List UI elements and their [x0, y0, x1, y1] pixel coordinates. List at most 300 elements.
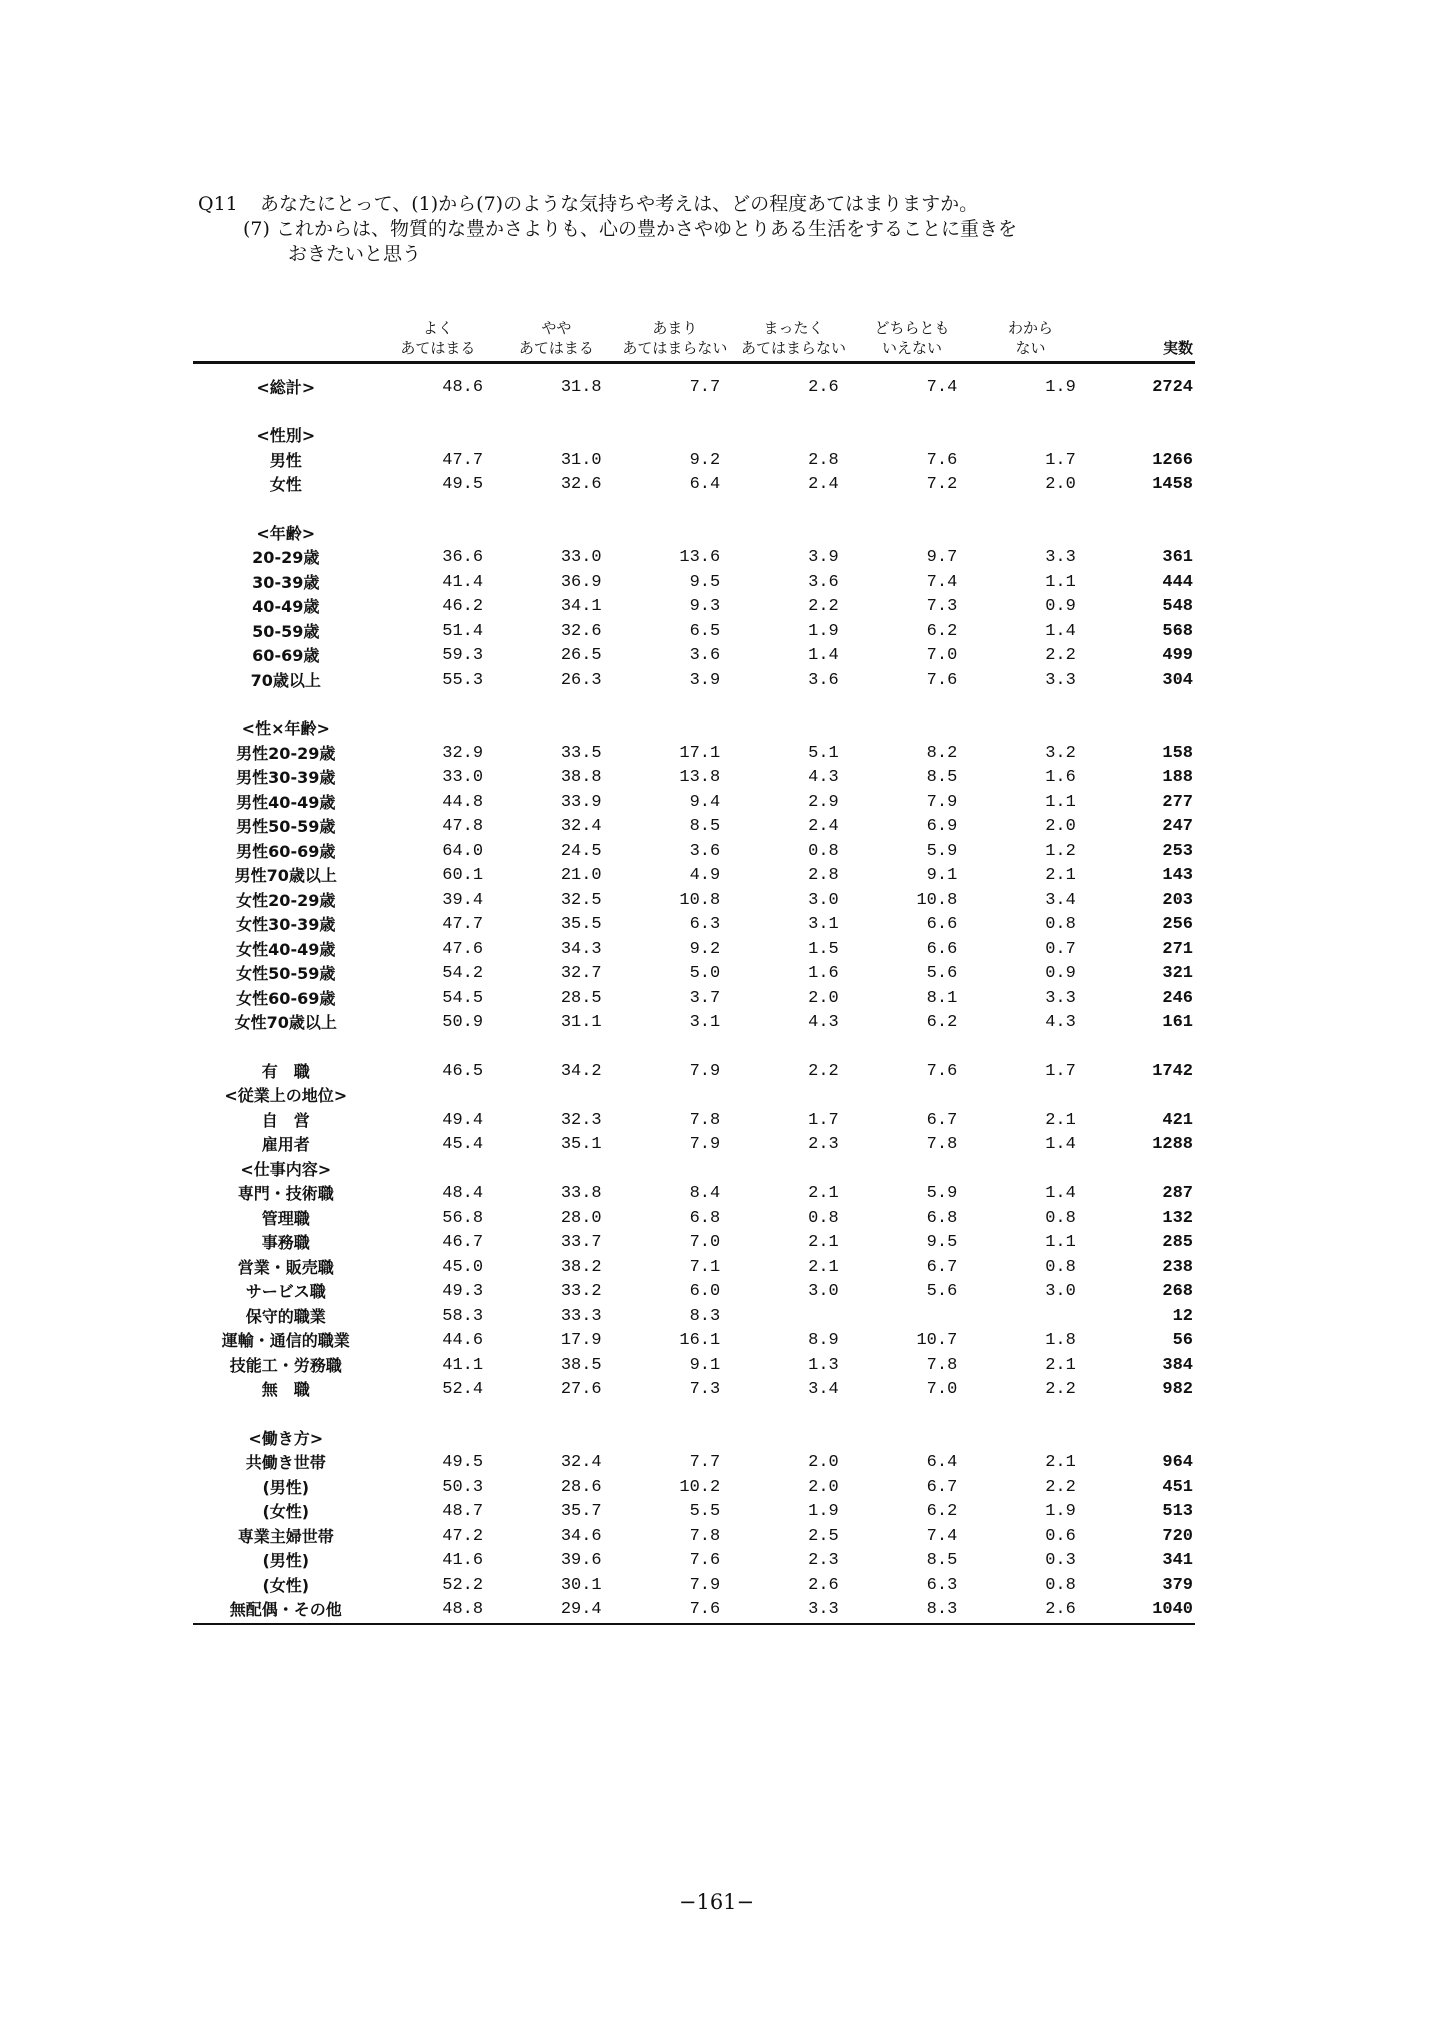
row-label: 技能工・労務職 [229, 1355, 342, 1375]
cell-value: 5.1 [808, 743, 839, 763]
cell-value [616, 498, 735, 522]
cell-value: 32.6 [560, 621, 602, 641]
cell-count: 1288 [1152, 1135, 1193, 1155]
cell-value: 59.3 [442, 646, 484, 666]
cell-count: 1742 [1152, 1061, 1193, 1081]
question-item-line-1: (7) これからは、物質的な豊かさよりも、心の豊かさやゆとりある生活をすることに重きを [243, 218, 1017, 240]
cell-value: 2.1 [1045, 866, 1076, 886]
cell-count [1090, 498, 1195, 522]
cell-value: 52.2 [442, 1575, 484, 1595]
cell-count: 285 [1162, 1233, 1193, 1253]
cell-value: 0.7 [1045, 939, 1076, 959]
cell-value: 1.7 [1045, 1061, 1076, 1081]
cell-value: 46.2 [442, 597, 484, 617]
cell-value: 21.0 [560, 866, 602, 886]
cell-count: 499 [1162, 646, 1193, 666]
cell-value: 7.9 [926, 792, 958, 812]
column-header: よく あてはまる [379, 318, 498, 363]
cell-value: 28.0 [560, 1208, 602, 1228]
table-row [193, 889, 1195, 914]
cell-value: 6.2 [926, 1013, 958, 1033]
cell-value: 6.9 [926, 817, 958, 837]
cell-value: 51.4 [442, 621, 484, 641]
cell-value [379, 522, 498, 547]
cell-value: 7.6 [926, 670, 958, 690]
row-label: 30-39歳 [252, 572, 320, 592]
cell-value: 8.3 [853, 1598, 972, 1624]
table-row [193, 938, 1195, 963]
cell-value: 2.0 [1045, 475, 1076, 495]
cell-value: 64.0 [442, 841, 484, 861]
cell-value: 1.2 [1045, 841, 1076, 861]
cell-value: 49.5 [442, 475, 484, 495]
cell-value [616, 522, 735, 547]
table-row [193, 1109, 1195, 1134]
cell-value: 2.6 [808, 378, 839, 397]
cell-value: 6.8 [689, 1208, 721, 1228]
table-row [193, 1256, 1195, 1281]
table-row [193, 1427, 1195, 1452]
cell-value: 9.2 [689, 939, 721, 959]
cell-value: 7.6 [616, 1598, 735, 1624]
cell-value [734, 693, 853, 717]
cell-value: 3.6 [689, 646, 721, 666]
cell-value: 7.4 [926, 1526, 958, 1546]
column-header: やや あてはまる [497, 318, 616, 363]
cell-value: 6.5 [689, 621, 721, 641]
cell-value: 5.6 [926, 964, 958, 984]
cell-value: 4.3 [1045, 1013, 1076, 1033]
cell-value [971, 717, 1090, 742]
cell-value: 54.5 [442, 988, 484, 1008]
cell-value: 2.0 [808, 988, 839, 1008]
cell-count [1090, 717, 1195, 742]
cell-count: 384 [1162, 1355, 1193, 1375]
cell-value: 2.6 [808, 1575, 839, 1595]
cell-value: 6.7 [926, 1110, 958, 1130]
row-label: 女性70歳以上 [234, 1013, 337, 1033]
row-label: 管理職 [261, 1208, 310, 1228]
cell-count: 2724 [1152, 378, 1193, 397]
cell-value: 5.9 [926, 841, 958, 861]
cell-value: 6.3 [926, 1575, 958, 1595]
cell-value: 8.5 [926, 768, 958, 788]
row-label: <従業上の地位> [224, 1086, 348, 1106]
cell-value: 7.8 [689, 1526, 721, 1546]
cell-value: 0.8 [1045, 1208, 1076, 1228]
row-label: (男性) [262, 1551, 310, 1571]
cell-value [734, 1403, 853, 1427]
cell-count: 451 [1162, 1477, 1193, 1497]
cell-count: 982 [1162, 1380, 1193, 1400]
cell-count: 203 [1162, 890, 1193, 910]
cell-value: 8.5 [689, 817, 721, 837]
row-label: 雇用者 [261, 1135, 310, 1155]
table-row [193, 1011, 1195, 1036]
row-label: 男性70歳以上 [234, 866, 337, 886]
table-spacer-row [193, 1403, 1195, 1427]
row-label: <総計> [256, 378, 316, 397]
cell-value: 1.9 [808, 1502, 839, 1522]
table-row [193, 1280, 1195, 1305]
row-label: 男性30-39歳 [236, 768, 336, 788]
table-row [193, 473, 1195, 498]
cell-value [853, 1084, 972, 1109]
cell-value: 7.9 [689, 1575, 721, 1595]
cell-value: 10.8 [679, 890, 721, 910]
cell-value: 7.9 [689, 1135, 721, 1155]
row-label: 女性60-69歳 [236, 988, 336, 1008]
question-number: Q11 [198, 193, 238, 215]
cell-value [734, 498, 853, 522]
cell-value [853, 1427, 972, 1452]
cell-value: 36.6 [442, 548, 484, 568]
cell-value: 38.2 [560, 1257, 602, 1277]
cell-value [379, 1084, 498, 1109]
cell-value [853, 522, 972, 547]
cell-count: 287 [1162, 1184, 1193, 1204]
cell-count: 361 [1162, 548, 1193, 568]
cell-value: 8.5 [926, 1551, 958, 1571]
cell-value: 3.4 [808, 1380, 839, 1400]
question-line [198, 192, 1198, 217]
cell-value [971, 1158, 1090, 1183]
cell-value: 49.4 [442, 1110, 484, 1130]
cell-value: 7.6 [926, 450, 958, 470]
cell-count: 304 [1162, 670, 1193, 690]
table-row [193, 1305, 1195, 1330]
cell-value [379, 498, 498, 522]
table-spacer-row [193, 498, 1195, 522]
cell-count: 321 [1162, 964, 1193, 984]
table-row [193, 791, 1195, 816]
cell-value: 7.7 [689, 1453, 721, 1473]
cell-value: 58.3 [442, 1306, 484, 1326]
cell-value: 3.6 [689, 841, 721, 861]
table-row [193, 1084, 1195, 1109]
cell-value: 44.6 [442, 1331, 484, 1351]
cell-value: 45.0 [442, 1257, 484, 1277]
cell-value: 33.8 [560, 1184, 602, 1204]
cell-value [497, 424, 616, 449]
cell-value: 3.6 [808, 670, 839, 690]
row-label: 女性30-39歳 [236, 915, 336, 935]
cell-value [497, 1427, 616, 1452]
table-row [193, 962, 1195, 987]
cell-count [1090, 522, 1195, 547]
table-row [193, 1378, 1195, 1403]
cell-value: 6.7 [926, 1477, 958, 1497]
cell-value: 13.8 [679, 768, 721, 788]
cell-value [379, 400, 498, 424]
cell-value: 1.6 [808, 964, 839, 984]
cell-value: 5.0 [689, 964, 721, 984]
cell-value: 3.1 [808, 915, 839, 935]
cell-value: 1.4 [1045, 621, 1076, 641]
row-label: 保守的職業 [245, 1306, 326, 1326]
cell-value: 7.2 [926, 475, 958, 495]
table-row [193, 1525, 1195, 1550]
row-label: 有 職 [261, 1061, 310, 1081]
cell-value: 9.1 [926, 866, 958, 886]
cell-value [853, 400, 972, 424]
cell-value: 4.3 [808, 1013, 839, 1033]
cell-value: 0.8 [808, 1208, 839, 1228]
cell-value: 6.4 [926, 1453, 958, 1473]
cell-count: 548 [1162, 597, 1193, 617]
row-label: (男性) [262, 1477, 310, 1497]
row-label: 事務職 [261, 1233, 310, 1253]
table-row [193, 766, 1195, 791]
cell-value [497, 717, 616, 742]
cell-value: 2.2 [808, 597, 839, 617]
column-header: まったく あてはまらない [734, 318, 853, 363]
cell-value: 0.8 [1045, 1575, 1076, 1595]
cell-value: 50.3 [442, 1477, 484, 1497]
cell-value: 1.9 [808, 621, 839, 641]
cell-value [616, 1084, 735, 1109]
row-label: 70歳以上 [250, 670, 321, 690]
cell-count: 271 [1162, 939, 1193, 959]
cell-value [971, 693, 1090, 717]
cell-value: 7.6 [689, 1551, 721, 1571]
table-row [193, 742, 1195, 767]
cell-count: 444 [1162, 572, 1193, 592]
column-header: あまり あてはまらない [616, 318, 735, 363]
cell-value: 1.9 [1045, 1502, 1076, 1522]
cell-value: 7.4 [926, 378, 958, 397]
cell-value [971, 1305, 1090, 1330]
cell-value: 28.5 [560, 988, 602, 1008]
cell-value: 7.4 [926, 572, 958, 592]
cell-value: 48.6 [442, 378, 484, 397]
cell-value: 34.3 [560, 939, 602, 959]
column-header: わから ない [971, 318, 1090, 363]
cell-count: 379 [1162, 1575, 1193, 1595]
cell-value: 7.0 [689, 1233, 721, 1253]
cell-value: 41.1 [442, 1355, 484, 1375]
cell-value: 46.5 [442, 1061, 484, 1081]
table-row [193, 1158, 1195, 1183]
cell-value: 52.4 [442, 1380, 484, 1400]
cell-value: 6.6 [926, 939, 958, 959]
cell-value: 32.6 [560, 475, 602, 495]
cell-value: 27.6 [560, 1380, 602, 1400]
cell-value: 1.1 [1045, 792, 1076, 812]
cell-value [379, 1036, 498, 1060]
cell-value [497, 1084, 616, 1109]
cell-count: 12 [1172, 1306, 1193, 1326]
cell-count [1090, 1036, 1195, 1060]
cell-value: 6.8 [926, 1208, 958, 1228]
cell-value: 45.4 [442, 1135, 484, 1155]
table-row [193, 449, 1195, 474]
table-row [193, 522, 1195, 547]
cell-value [853, 693, 972, 717]
cell-value: 7.9 [689, 1061, 721, 1081]
cell-value [379, 717, 498, 742]
cell-value [379, 1403, 498, 1427]
cell-count [1090, 1427, 1195, 1452]
row-label: 男性40-49歳 [236, 792, 336, 812]
cell-value: 47.8 [442, 817, 484, 837]
cell-value: 60.1 [442, 866, 484, 886]
cell-value: 9.2 [689, 450, 721, 470]
cell-count: 56 [1172, 1331, 1193, 1351]
cell-value: 2.1 [808, 1257, 839, 1277]
row-label: 男性 [269, 450, 302, 470]
cell-value: 36.9 [560, 572, 602, 592]
cell-value: 1.4 [808, 646, 839, 666]
cell-value: 33.5 [560, 743, 602, 763]
cell-value [616, 693, 735, 717]
row-label: 男性20-29歳 [236, 743, 336, 763]
cell-count: 568 [1162, 621, 1193, 641]
table-row [193, 644, 1195, 669]
cell-count [1090, 1403, 1195, 1427]
cell-value: 0.9 [1045, 964, 1076, 984]
cell-value: 49.5 [442, 1453, 484, 1473]
cell-value: 32.7 [560, 964, 602, 984]
cell-value: 2.1 [808, 1184, 839, 1204]
cell-value: 7.0 [926, 1380, 958, 1400]
cell-value [497, 1158, 616, 1183]
cell-value: 46.7 [442, 1233, 484, 1253]
cell-value [616, 1036, 735, 1060]
cell-value [853, 424, 972, 449]
cell-value: 3.0 [808, 890, 839, 910]
cell-value: 8.9 [808, 1331, 839, 1351]
cell-value: 2.5 [808, 1526, 839, 1546]
cell-value: 32.3 [560, 1110, 602, 1130]
row-label: <年齢> [256, 523, 316, 543]
cell-value: 3.4 [1045, 890, 1076, 910]
table-row [193, 546, 1195, 571]
row-label: 共働き世帯 [245, 1453, 326, 1473]
cell-value: 5.5 [689, 1502, 721, 1522]
table-row [193, 815, 1195, 840]
cell-value: 0.8 [808, 841, 839, 861]
cell-count [1090, 1158, 1195, 1183]
cell-value: 38.5 [560, 1355, 602, 1375]
row-label: 50-59歳 [252, 621, 320, 641]
cell-value: 48.4 [442, 1184, 484, 1204]
cell-value [379, 693, 498, 717]
cell-count: 188 [1162, 768, 1193, 788]
table-body [193, 363, 1195, 1624]
table-row [193, 1231, 1195, 1256]
cell-value: 38.8 [560, 768, 602, 788]
cell-count: 720 [1162, 1526, 1193, 1546]
cell-count: 964 [1162, 1453, 1193, 1473]
cell-value [734, 1427, 853, 1452]
cell-value [971, 1084, 1090, 1109]
cell-value: 7.0 [926, 646, 958, 666]
cell-value: 35.7 [560, 1502, 602, 1522]
cell-value: 7.1 [689, 1257, 721, 1277]
cell-value: 41.6 [442, 1551, 484, 1571]
cell-value: 6.2 [926, 1502, 958, 1522]
cell-value: 47.2 [442, 1526, 484, 1546]
cell-value: 50.9 [442, 1013, 484, 1033]
row-label: 女性50-59歳 [236, 964, 336, 984]
cell-value: 3.0 [808, 1282, 839, 1302]
table-row [193, 717, 1195, 742]
row-label [193, 1403, 379, 1427]
cell-value [971, 1036, 1090, 1060]
cell-value: 1.1 [1045, 1233, 1076, 1253]
cell-count: 513 [1162, 1502, 1193, 1522]
cell-value: 32.9 [442, 743, 484, 763]
cell-value: 6.4 [689, 475, 721, 495]
cell-value: 33.7 [560, 1233, 602, 1253]
cell-value: 33.3 [560, 1306, 602, 1326]
cell-count: 161 [1162, 1013, 1193, 1033]
cell-value [616, 400, 735, 424]
cell-count: 1040 [1090, 1598, 1195, 1624]
cell-count [1090, 693, 1195, 717]
cell-value: 47.6 [442, 939, 484, 959]
cell-value: 1.3 [808, 1355, 839, 1375]
cell-count [1090, 424, 1195, 449]
cell-value [971, 522, 1090, 547]
cell-count: 238 [1162, 1257, 1193, 1277]
cell-value: 10.2 [679, 1477, 721, 1497]
cell-value [971, 1403, 1090, 1427]
row-label: 無配偶・その他 [193, 1598, 379, 1624]
cell-value [734, 1036, 853, 1060]
cell-value: 39.6 [560, 1551, 602, 1571]
cell-value [497, 1036, 616, 1060]
row-label: <働き方> [248, 1428, 324, 1448]
table-row [193, 571, 1195, 596]
cell-value: 17.1 [679, 743, 721, 763]
cell-value: 10.8 [916, 890, 958, 910]
cell-value: 2.2 [1045, 1380, 1076, 1400]
cell-value: 2.0 [1045, 817, 1076, 837]
table-spacer-row [193, 1036, 1195, 1060]
row-label: 自 営 [261, 1110, 310, 1130]
question-block [198, 192, 1198, 267]
cell-value: 29.4 [497, 1598, 616, 1624]
cell-value [853, 498, 972, 522]
cell-value: 33.2 [560, 1282, 602, 1302]
cell-count: 247 [1162, 817, 1193, 837]
cell-value: 48.8 [379, 1598, 498, 1624]
cell-value: 2.3 [808, 1551, 839, 1571]
row-label: 女性 [269, 475, 302, 495]
table-spacer-row [193, 693, 1195, 717]
table-row [193, 1329, 1195, 1354]
table-row [193, 1476, 1195, 1501]
cell-value: 1.5 [808, 939, 839, 959]
cell-value: 3.3 [1045, 670, 1076, 690]
cell-value: 3.2 [1045, 743, 1076, 763]
row-label: <性×年齢> [241, 719, 330, 739]
cell-value [616, 1403, 735, 1427]
cell-value: 9.4 [689, 792, 721, 812]
cell-value [853, 1036, 972, 1060]
row-label: 女性40-49歳 [236, 939, 336, 959]
row-label [193, 693, 379, 717]
cell-value: 32.4 [560, 1453, 602, 1473]
cell-count: 421 [1162, 1110, 1193, 1130]
cell-value: 32.5 [560, 890, 602, 910]
cell-value: 4.3 [808, 768, 839, 788]
cell-value: 6.6 [926, 915, 958, 935]
cell-value: 33.9 [560, 792, 602, 812]
cell-count: 268 [1162, 1282, 1193, 1302]
